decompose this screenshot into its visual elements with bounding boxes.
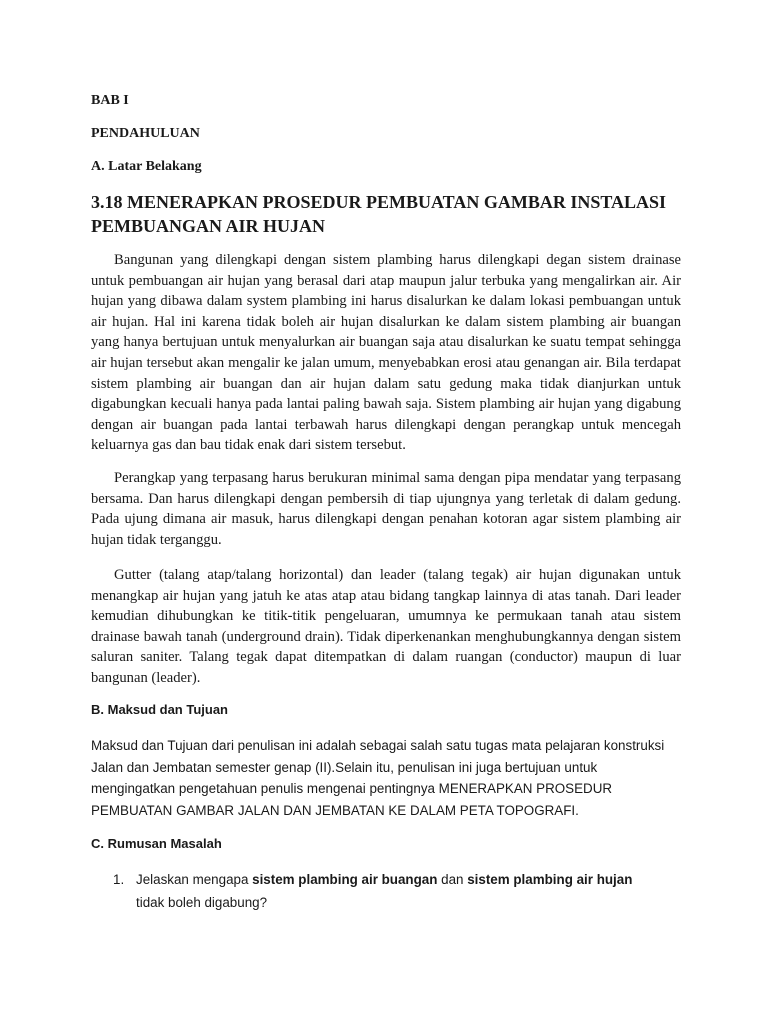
body-paragraph-1: Bangunan yang dilengkapi dengan sistem plambing harus dilengkapi degan sistem drainase untuk pembuangan air hujan yang berasal dari atap maupun jalur terbuka yang mengalirkan air. Air hujan yang dibawa dalam system plambing ini harus disalurkan ke dalam lokasi pembuangan untuk air hujan. Hal ini karena tidak boleh air hujan disalurkan ke dalam sistem plambing air buangan yang hanya bertujuan untuk menyalurkan air buangan saja atau disalurkan ke suatu tempat sehingga air hujan tersebut akan mengalir ke jalan umum, menyebabkan erosi atau genangan air. Bila terdapat sistem plambing air buangan dan air hujan dalam satu gedung maka tidak dianjurkan untuk digabungkan kecuali hanya pada lantai paling bawah saja. Sistem plambing air hujan yang digabung dengan air buangan pada lantai terbawah harus dilengkapi dengan perangkap untuk mencegah keluarnya gas dan bau tidak enak dari sistem tersebut. <box>91 252 681 454</box>
subsection-heading-latar-belakang: A. Latar Belakang <box>91 159 202 174</box>
chapter-label: BAB I <box>91 93 129 108</box>
chapter-title: PENDAHULUAN <box>91 126 200 141</box>
section-b-paragraph: Maksud dan Tujuan dari penulisan ini adalah sebagai salah satu tugas mata pelajaran konstruksi Jalan dan Jembatan semester genap (II).Selain itu, penulisan ini juga bertujuan untuk mengingatkan pengetahuan penulis mengenai pentingnya MENERAPKAN PROSEDUR PEMBUATAN GAMBAR JALAN DAN JEMBATAN KE DALAM PETA TOPOGRAFI. <box>91 738 665 818</box>
list-item-text <box>136 868 656 914</box>
question-text-start: Jelaskan mengapa <box>136 872 253 887</box>
document-title: 3.18 MENERAPKAN PROSEDUR PEMBUATAN GAMBAR INSTALASI PEMBUANGAN AIR HUJAN <box>91 192 667 236</box>
section-heading-rumusan-masalah: C. Rumusan Masalah <box>91 836 222 851</box>
question-text-middle: dan <box>437 872 468 887</box>
section-heading-maksud-tujuan: B. Maksud dan Tujuan <box>91 702 228 717</box>
question-bold-term-1: sistem plambing air buangan <box>252 872 438 887</box>
body-paragraph-2: Perangkap yang terpasang harus berukuran minimal sama dengan pipa mendatar yang terpasang bersama. Dan harus dilengkapi dengan pembersih di tiap ujungnya yang terletak di dalam gedung. Pada ujung dimana air masuk, harus dilengkapi dengan penahan kotoran agar sistem plambing air hujan tidak terganggu. <box>91 470 681 548</box>
list-item <box>91 868 691 914</box>
question-bold-term-2: sistem plambing air hujan <box>467 872 633 887</box>
question-text-end: tidak boleh digabung? <box>136 895 268 910</box>
body-paragraph-3: Gutter (talang atap/talang horizontal) dan leader (talang tegak) air hujan digunakan untuk menangkap air hujan yang jatuh ke atas atap atau bidang tangkap lainnya di atas tanah. Dari leader kemudian dihubungkan ke titik-titik pengeluaran, umumnya ke permukaan tanah atau sistem drainase bawah tanah (underground drain). Tidak diperkenankan menghubungkannya dengan sistem saluran saniter. Talang tegak dapat ditempatkan di dalam ruangan (conductor) maupun di luar bangunan (leader). <box>91 567 681 686</box>
problem-list <box>91 868 691 914</box>
list-item-number: 1. <box>113 872 125 887</box>
